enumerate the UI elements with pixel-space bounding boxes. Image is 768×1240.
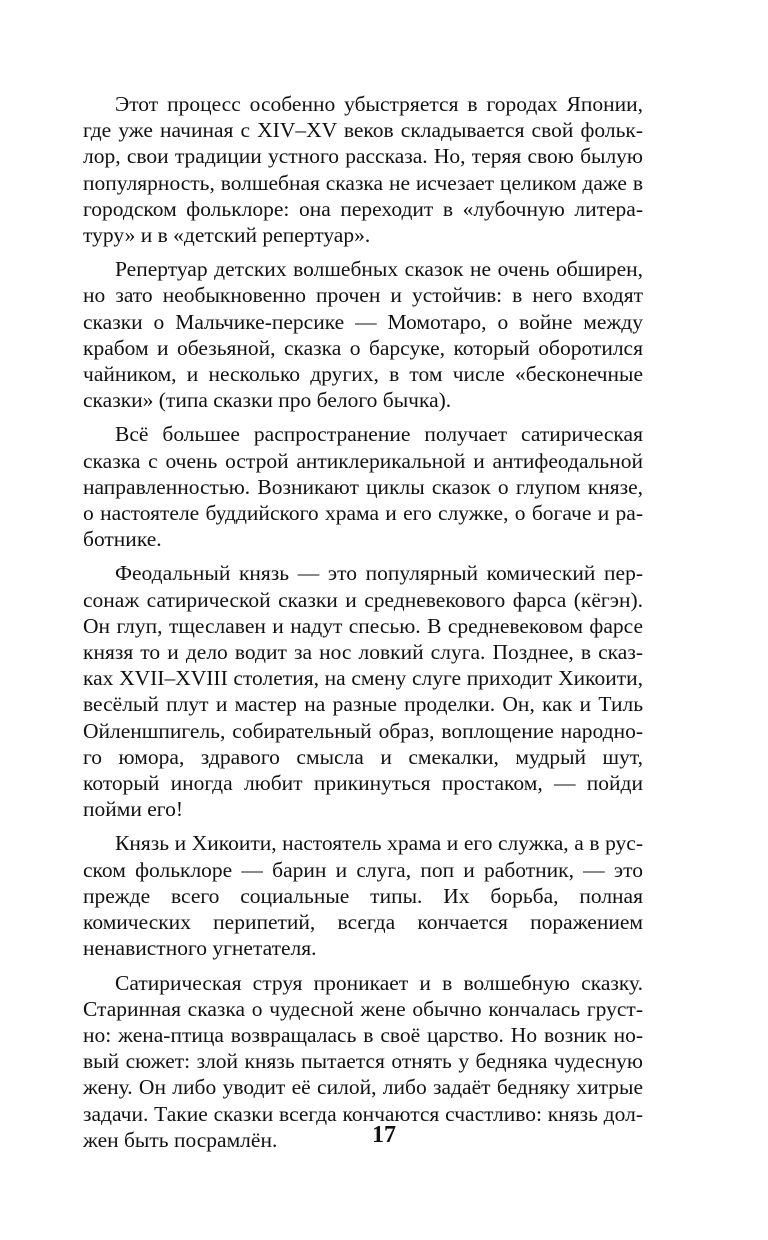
page-number: 17 — [372, 1122, 396, 1148]
paragraph-4: Феодальный князь — это популярный комический персонаж сатирической сказки и средневекового фарса (кёгэн). Он глуп, тщеславен и надут спесью. В средневековом фарсе князя то и дело водит за нос ловкий слуга. Позднее, в сказках XVII–XVIII столетия, на смену слуге приходит Хикоити, весёлый плут и мастер на разные проделки. Он, как и Тиль Ойленшпигель, собирательный образ, воплощение народного юмора, здравого смысла и смекалки, мудрый шут, который иногда любит прикинуться простаком, — пойди пойми его! — [83, 561, 643, 822]
paragraph-5: Князь и Хикоити, настоятель храма и его служка, а в русском фольклоре — барин и слуга, поп и работник, — это прежде всего социальные типы. Их борьба, полная комических перипетий, всегда кончается поражением ненавистного угнетателя. — [83, 831, 643, 961]
paragraph-3: Всё большее распространение получает сатирическая сказка с очень острой антиклерикальной и антифеодальной направленностью. Возникают циклы сказок о глупом князе, о настоятеле буддийского храма и его служке, о богаче и работнике. — [83, 422, 643, 552]
paragraph-2: Репертуар детских волшебных сказок не очень обширен, но зато необыкновенно прочен и устойчив: в него входят сказки о Мальчике-персике — Момотаро, о войне между крабом и обезьяной, сказка о барсуке, который оборотился чайником, и несколько других, в том числе «бесконечные сказки» (типа сказки про белого бычка). — [83, 257, 643, 413]
paragraph-6: Сатирическая струя проникает и в волшебную сказку. Старинная сказка о чудесной жене обычно кончалась грустно: жена-птица возвращалась в своё царство. Но возник новый сюжет: злой князь пытается отнять у бедняка чудесную жену. Он либо уводит её силой, либо задаёт бедняку хитрые задачи. Такие сказки всегда кончаются счастливо: князь должен быть посрамлён. — [83, 970, 643, 1152]
paragraph-1: Этот процесс особенно убыстряется в городах Японии, где уже начиная с XIV–XV веков складывается свой фольклор, свои традиции устного рассказа. Но, теряя свою былую популярность, волшебная сказка не исчезает целиком даже в городском фольклоре: она переходит в «лубочную литературу» и в «детский репертуар». — [83, 92, 643, 248]
page-body — [83, 91, 643, 1153]
